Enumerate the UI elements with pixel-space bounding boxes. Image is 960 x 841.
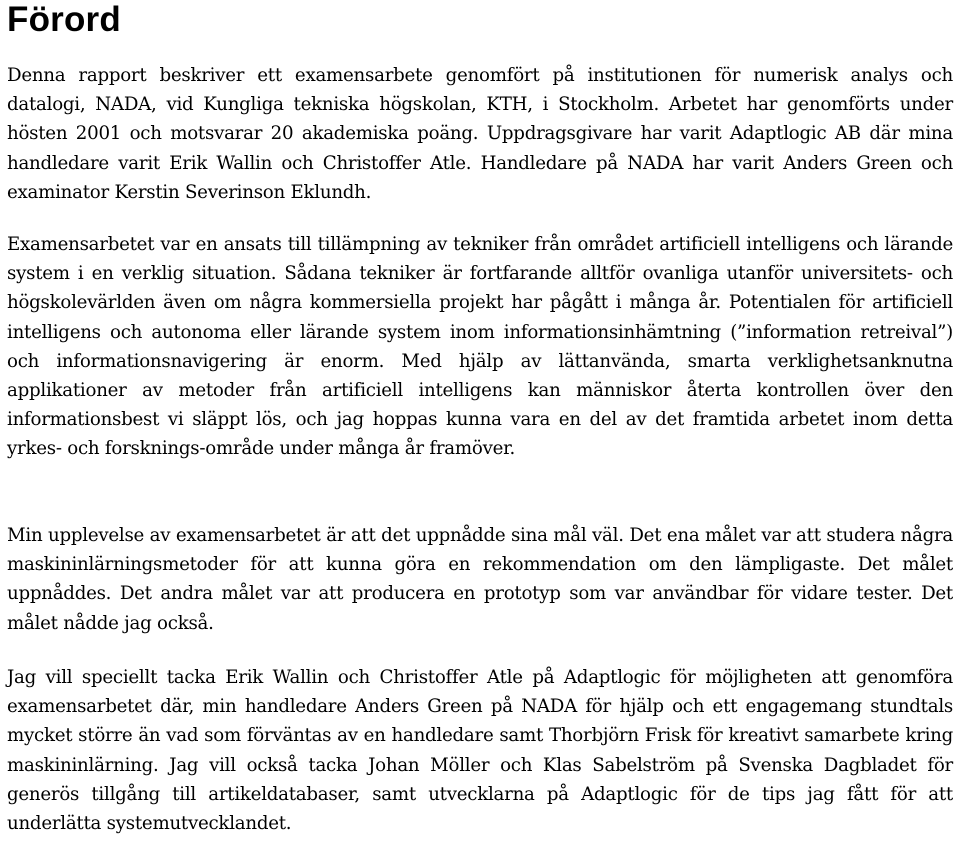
paragraph-background: Examensarbetet var en ansats till tillämpning av tekniker från området artificiell intelligens och lärande system i en verklig situation. Sådana tekniker är fortfarande alltför ovanliga utanför universitets- och högskolevärlden även om några kommersiella projekt har pågått i många år. Potentialen för artificiell intelligens och autonoma eller lärande system inom informationsinhämtning (”information retreival”) och informationsnavigering är enorm. Med hjälp av lättanvända, smarta verklighetsanknutna applikationer av metoder från artificiell intelligens kan människor återta kontrollen över den informationsbest vi släppt lös, och jag hoppas kunna vara en del av det framtida arbetet inom detta yrkes- och forsknings-område under många år framöver.: [7, 234, 953, 460]
page-title: Förord: [7, 0, 121, 39]
paragraph-experience: Min upplevelse av examensarbetet är att det uppnådde sina mål väl. Det ena målet var att studera några maskininlärningsmetoder för att kunna göra en rekommendation om den lämpligaste. Det målet uppnåddes. Det andra målet var att producera en prototyp som var användbar för vidare tester. Det målet nådde jag också.: [7, 525, 953, 634]
paragraph-acknowledgements: Jag vill speciellt tacka Erik Wallin och Christoffer Atle på Adaptlogic för möjligheten att genomföra examensarbetet där, min handledare Anders Green på NADA för hjälp och ett engagemang stundtals mycket större än vad som förväntas av en handledare samt Thorbjörn Frisk för kreativt samarbete kring maskininlärning. Jag vill också tacka Johan Möller och Klas Sabelström på Svenska Dagbladet för generös tillgång till artikeldatabaser, samt utvecklarna på Adaptlogic för de tips jag fått för att underlätta systemutvecklandet.: [7, 667, 953, 835]
paragraph-intro: Denna rapport beskriver ett examensarbete genomfört på institutionen för numerisk analys och datalogi, NADA, vid Kungliga tekniska högskolan, KTH, i Stockholm. Arbetet har genomförts under hösten 2001 och motsvarar 20 akademiska poäng. Uppdragsgivare har varit Adaptlogic AB där mina handledare varit Erik Wallin och Christoffer Atle. Handledare på NADA har varit Anders Green och examinator Kerstin Severinson Eklundh.: [7, 65, 953, 203]
document-page: [7, 0, 953, 835]
